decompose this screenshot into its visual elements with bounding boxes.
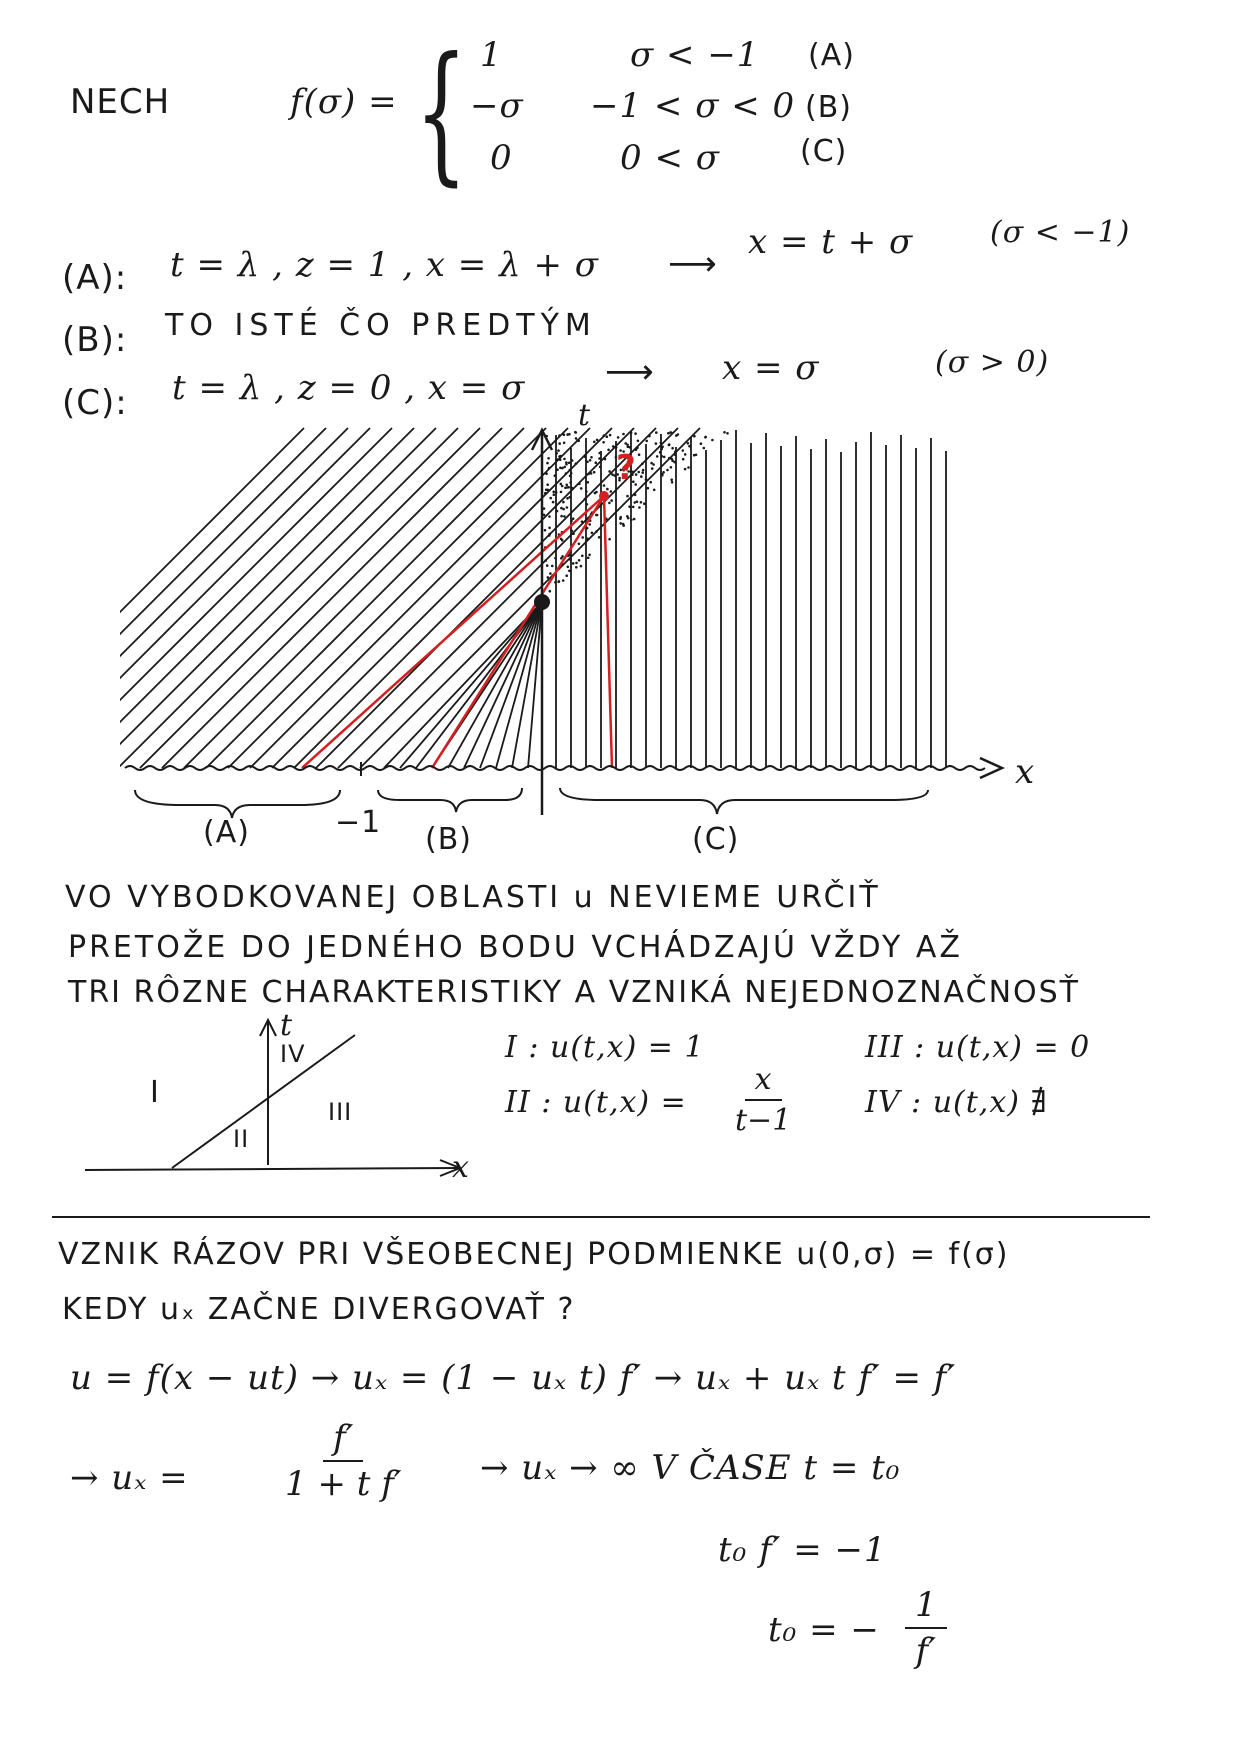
x-axis-label: x [1015, 752, 1036, 792]
dot [547, 457, 550, 460]
dot [703, 447, 706, 450]
shock-equation-4-lhs: t₀ = − [768, 1610, 880, 1650]
dot [565, 463, 568, 466]
dot [656, 455, 659, 458]
characteristic-line-a [140, 428, 480, 768]
case-a-value: 1 [480, 35, 503, 75]
char-a-arrow: ⟶ [668, 244, 718, 284]
dot [637, 471, 640, 474]
section-divider [52, 1216, 1150, 1218]
char-b-text: TO ISTÉ ČO PREDTÝM [165, 308, 597, 343]
dot [580, 565, 583, 568]
dot [687, 442, 690, 445]
characteristic-line-a [118, 428, 458, 768]
region-ii: II [233, 1125, 250, 1153]
dot [619, 516, 622, 519]
dot [595, 514, 598, 517]
characteristic-lines-c [556, 430, 946, 768]
dot [598, 536, 601, 539]
dot [610, 499, 613, 502]
dot [647, 487, 650, 490]
intersection-point [599, 491, 609, 501]
dot [684, 453, 687, 456]
dot [606, 488, 609, 491]
characteristic-line-a [162, 428, 502, 768]
red-characteristic-c [604, 496, 612, 768]
shock-equation-3: t₀ f′ = −1 [718, 1530, 887, 1570]
dot [560, 507, 563, 510]
dot [567, 566, 570, 569]
dot [552, 491, 555, 494]
region-i: I [150, 1075, 160, 1110]
dot [684, 468, 687, 471]
dot [548, 515, 551, 518]
shock-equation-4-fraction [905, 1585, 947, 1671]
dot [624, 442, 627, 445]
dot [695, 454, 698, 457]
dot [581, 555, 584, 558]
dot [572, 562, 575, 565]
dot [602, 441, 605, 444]
red-characteristic-b [432, 496, 604, 768]
shock-equation-2-denominator: 1 + t f′ [285, 1464, 402, 1504]
dot [608, 502, 611, 505]
dot [549, 497, 552, 500]
dot [591, 532, 594, 535]
characteristic-line-a [52, 428, 392, 768]
dot [560, 515, 563, 518]
dot [566, 433, 569, 436]
char-c-label: (C): [62, 383, 128, 423]
dot [581, 536, 584, 539]
characteristic-line-a [228, 428, 568, 768]
characteristic-lines-a [0, 428, 700, 768]
dot [588, 523, 591, 526]
solution-ii-lhs: II : u(t,x) = [505, 1085, 687, 1120]
dot [653, 489, 656, 492]
dot [726, 432, 729, 435]
dot [552, 501, 555, 504]
char-a-equations: t = λ , z = 1 , x = λ + σ [170, 245, 599, 285]
dot [670, 478, 673, 481]
dot [553, 493, 556, 496]
dot [610, 490, 613, 493]
dot [578, 559, 581, 562]
dot [575, 431, 578, 434]
dot [632, 506, 635, 509]
brace-b [378, 788, 522, 812]
minus-one-label: −1 [335, 805, 382, 840]
dot [590, 456, 593, 459]
dot [638, 506, 641, 509]
dot [641, 471, 644, 474]
solution-ii-fraction [735, 1062, 791, 1138]
dot [640, 501, 643, 504]
dot [633, 518, 636, 521]
dot [642, 469, 645, 472]
dot [546, 462, 549, 465]
dot [564, 487, 567, 490]
characteristic-line-b [480, 602, 542, 768]
dot [663, 456, 666, 459]
char-b-label: (B): [62, 320, 128, 360]
dot [551, 565, 554, 568]
left-brace: { [415, 26, 468, 200]
t-axis-label: t [578, 398, 592, 433]
dot [567, 486, 570, 489]
dot [666, 469, 669, 472]
dot [651, 467, 654, 470]
dot [549, 590, 552, 593]
dot [668, 443, 671, 446]
solution-ii-numerator: x [745, 1062, 782, 1101]
dot [608, 538, 611, 541]
dot [670, 466, 673, 469]
characteristic-line-a [8, 428, 348, 768]
region-b-label: (B) [425, 822, 472, 857]
dot [595, 461, 598, 464]
dot [561, 485, 564, 488]
dot [682, 449, 685, 452]
characteristic-line-a [206, 428, 546, 768]
dot [655, 431, 658, 434]
dot [619, 522, 622, 525]
case-c-value: 0 [490, 138, 513, 178]
char-a-condition: (σ < −1) [990, 215, 1131, 250]
dot [561, 467, 564, 470]
dot [563, 458, 566, 461]
dot [595, 491, 598, 494]
dot [626, 495, 629, 498]
dot [652, 463, 655, 466]
case-b-condition: −1 < σ < 0 [590, 86, 796, 126]
char-a-result: x = t + σ [748, 222, 914, 262]
dot [669, 431, 672, 434]
characteristic-line-a [0, 428, 326, 768]
char-c-arrow: ⟶ [605, 352, 655, 392]
case-b-value: −σ [470, 86, 524, 126]
dot [566, 497, 569, 500]
characteristic-line-a [360, 428, 700, 768]
shock-equation-4-denominator: f′ [915, 1631, 936, 1671]
dot [675, 434, 678, 437]
explanation-line-3: TRI RÔZNE CHARAKTERISTIKY A VZNIKÁ NEJEDNOZNAČNOSŤ [68, 975, 1081, 1010]
dot [587, 557, 590, 560]
dot [617, 436, 620, 439]
characteristic-line-a [184, 428, 524, 768]
dot [546, 483, 549, 486]
dot [645, 440, 648, 443]
case-a-condition: σ < −1 [630, 35, 760, 75]
explanation-line-1: VO VYBODKOVANEJ OBLASTI u NEVIEME URČIŤ [65, 880, 881, 915]
shock-equation-2-lhs: → uₓ = [70, 1458, 189, 1498]
shock-line-2: KEDY uₓ ZAČNE DIVERGOVAŤ ? [62, 1292, 576, 1327]
dot [568, 462, 571, 465]
region-iv: IV [280, 1040, 306, 1068]
case-c-tag: (C) [800, 134, 848, 169]
characteristic-fan-b [384, 602, 542, 768]
dot [593, 441, 596, 444]
dot [603, 484, 606, 487]
dot [671, 481, 674, 484]
diagram2-t-label: t [280, 1008, 294, 1043]
characteristic-line-a [96, 428, 436, 768]
function-name: f(σ) = [290, 82, 398, 122]
dot [572, 517, 575, 520]
dot [546, 564, 549, 567]
intro-word: NECH [70, 82, 171, 122]
dot [655, 442, 658, 445]
dot [626, 515, 629, 518]
characteristic-line-a [0, 428, 304, 768]
dot [687, 466, 690, 469]
dot [700, 442, 703, 445]
dot [671, 447, 674, 450]
dot [558, 442, 561, 445]
dot [560, 557, 563, 560]
case-a-tag: (A) [808, 38, 855, 73]
dot [609, 434, 612, 437]
shock-line-1: VZNIK RÁZOV PRI VŠEOBECNEJ PODMIENKE u(0,σ) = f(σ) [58, 1237, 1010, 1272]
dot [544, 529, 547, 532]
solution-i: I : u(t,x) = 1 [505, 1030, 705, 1065]
dot [578, 543, 581, 546]
dot [560, 491, 563, 494]
region-a-label: (A) [203, 815, 250, 850]
dot [575, 562, 578, 565]
dot [649, 481, 652, 484]
dot [622, 523, 625, 526]
dot [566, 506, 569, 509]
shock-equation-4-numerator: 1 [905, 1585, 947, 1629]
dot [606, 435, 609, 438]
solution-ii-denominator: t−1 [735, 1103, 792, 1138]
shock-equation-1: u = f(x − ut) → uₓ = (1 − uₓ t) f′ → uₓ + uₓ t f′ = f′ [70, 1358, 957, 1398]
dot [557, 449, 560, 452]
question-mark: ? [616, 448, 637, 488]
characteristic-line-a [272, 428, 612, 768]
dot [634, 432, 637, 435]
solution-iii: III : u(t,x) = 0 [865, 1030, 1091, 1065]
diagram2-x-label: x [452, 1150, 470, 1185]
char-c-condition: (σ > 0) [935, 345, 1050, 380]
brace-c [560, 788, 928, 814]
dot [562, 579, 565, 582]
region-iii: III [328, 1098, 353, 1126]
dot [562, 501, 565, 504]
dot [704, 436, 707, 439]
dot [638, 453, 641, 456]
dot [662, 471, 665, 474]
dot [723, 431, 726, 434]
dot [682, 458, 685, 461]
dot [548, 527, 551, 530]
explanation-line-2: PRETOŽE DO JEDNÉHO BODU VCHÁDZAJÚ VŽDY AŽ [68, 930, 963, 965]
dot [637, 440, 640, 443]
case-b-tag: (B) [805, 90, 852, 125]
char-a-label: (A): [62, 258, 128, 298]
brace-a [135, 790, 340, 818]
shock-equation-2-numerator: f′ [323, 1418, 363, 1462]
dot [575, 566, 578, 569]
dot [593, 471, 596, 474]
dot [563, 442, 566, 445]
dot [575, 437, 578, 440]
characteristic-line-a [316, 428, 656, 768]
characteristic-line-a [30, 428, 370, 768]
dot [557, 581, 560, 584]
dot [580, 487, 583, 490]
char-c-result: x = σ [722, 348, 820, 388]
dot [636, 500, 639, 503]
red-characteristic-a [302, 496, 604, 768]
dot [566, 484, 569, 487]
shock-equation-2-fraction [285, 1418, 402, 1504]
dot [588, 554, 591, 557]
dot [549, 572, 552, 575]
shock-equation-2-tail: → uₓ → ∞ V ČASE t = t₀ [480, 1448, 901, 1488]
dot [563, 466, 566, 469]
dot [563, 515, 566, 518]
dot [622, 433, 625, 436]
char-c-equations: t = λ , z = 0 , x = σ [172, 368, 526, 408]
dot [589, 459, 592, 462]
focus-point [534, 594, 550, 610]
region-c-label: (C) [692, 822, 740, 857]
dot [607, 449, 610, 452]
dot [640, 475, 643, 478]
case-c-condition: 0 < σ [620, 138, 720, 178]
diagram2-x-axis [85, 1168, 460, 1170]
dot [565, 574, 568, 577]
solution-iv: IV : u(t,x) ∄ [865, 1085, 1048, 1120]
dot [711, 439, 714, 442]
dot [560, 538, 563, 541]
characteristic-line-a [74, 428, 414, 768]
